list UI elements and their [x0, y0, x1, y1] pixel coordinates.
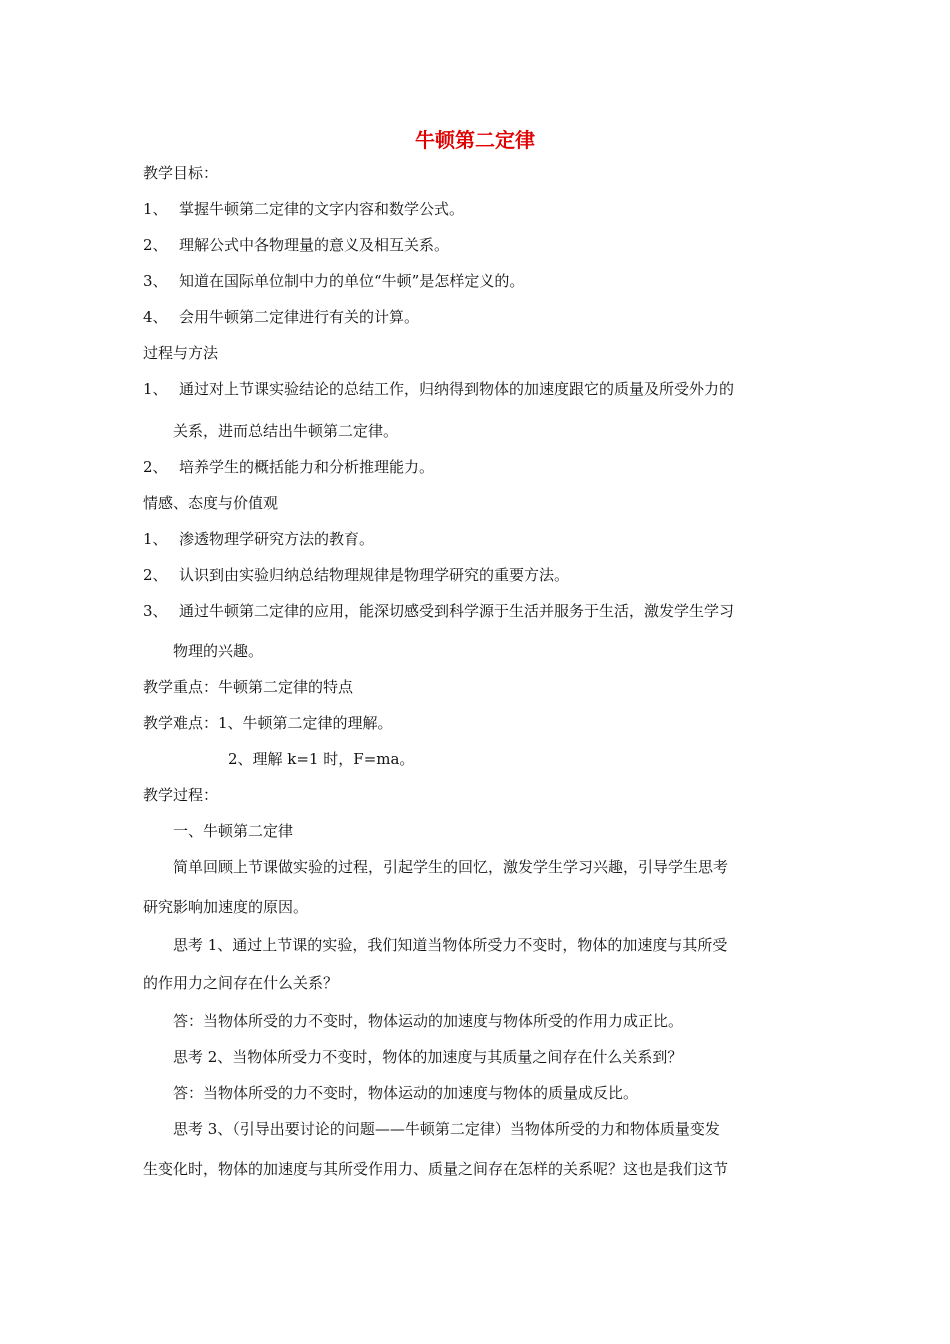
- difficulty-line-2: 2、理解 k=1 时，F=ma。: [228, 750, 415, 768]
- list-number: 2、: [143, 566, 168, 584]
- list-item-continuation: 物理的兴趣。: [173, 642, 264, 660]
- list-text: 培养学生的概括能力和分析推理能力。: [179, 458, 435, 476]
- list-text: 理解公式中各物理量的意义及相互关系。: [179, 236, 450, 254]
- list-item: [143, 379, 734, 399]
- list-number: 1、: [143, 200, 168, 218]
- subsection-heading: 一、牛顿第二定律: [173, 822, 294, 840]
- section-heading-objectives: 教学目标：: [143, 164, 219, 182]
- list-number: 4、: [143, 308, 168, 326]
- paragraph-line: 简单回顾上节课做实验的过程，引起学生的回忆，激发学生学习兴趣，引导学生思考: [173, 858, 729, 876]
- paragraph-line: 研究影响加速度的原因。: [143, 898, 309, 916]
- list-item: [143, 565, 569, 585]
- list-number: 1、: [143, 530, 168, 548]
- list-number: 3、: [143, 272, 168, 290]
- list-item: [143, 307, 419, 327]
- list-text: 掌握牛顿第二定律的文字内容和数学公式。: [179, 200, 465, 218]
- difficulty-line: 教学难点：1、牛顿第二定律的理解。: [143, 714, 393, 732]
- paragraph-line: 答：当物体所受的力不变时，物体运动的加速度与物体所受的作用力成正比。: [173, 1012, 684, 1030]
- list-number: 2、: [143, 458, 168, 476]
- list-number: 2、: [143, 236, 168, 254]
- list-number: 1、: [143, 380, 168, 398]
- list-text: 知道在国际单位制中力的单位“牛顿”是怎样定义的。: [179, 272, 525, 290]
- list-item: [143, 601, 734, 621]
- list-item: [143, 199, 464, 219]
- list-item: [143, 235, 449, 255]
- list-text: 渗透物理学研究方法的教育。: [179, 530, 375, 548]
- section-heading-process: 过程与方法: [143, 344, 219, 362]
- key-point-line: 教学重点：牛顿第二定律的特点: [143, 678, 354, 696]
- list-text: 认识到由实验归纳总结物理规律是物理学研究的重要方法。: [179, 566, 570, 584]
- list-text: 通过对上节课实验结论的总结工作，归纳得到物体的加速度跟它的质量及所受外力的: [179, 380, 735, 398]
- paragraph-line: 的作用力之间存在什么关系？: [143, 974, 339, 992]
- paragraph-line: 答：当物体所受的力不变时，物体运动的加速度与物体的质量成反比。: [173, 1084, 639, 1102]
- paragraph-line: 思考 2、当物体所受力不变时，物体的加速度与其质量之间存在什么关系到？: [173, 1048, 683, 1066]
- list-item: [143, 529, 374, 549]
- list-item: [143, 457, 434, 477]
- paragraph-line: 思考 3、（引导出要讨论的问题——牛顿第二定律）当物体所受的力和物体质量变发: [173, 1120, 720, 1138]
- list-item-continuation: 关系，进而总结出牛顿第二定律。: [173, 422, 399, 440]
- paragraph-line: 思考 1、通过上节课的实验，我们知道当物体所受力不变时，物体的加速度与其所受: [173, 936, 728, 954]
- paragraph-line: 生变化时，物体的加速度与其所受作用力、质量之间存在怎样的关系呢？这也是我们这节: [143, 1160, 729, 1178]
- list-item: [143, 271, 524, 291]
- list-number: 3、: [143, 602, 168, 620]
- list-text: 会用牛顿第二定律进行有关的计算。: [179, 308, 420, 326]
- document-title: 牛顿第二定律: [415, 128, 535, 152]
- list-text: 通过牛顿第二定律的应用，能深切感受到科学源于生活并服务于生活，激发学生学习: [179, 602, 735, 620]
- section-heading-procedure: 教学过程：: [143, 786, 219, 804]
- section-heading-values: 情感、态度与价值观: [143, 494, 279, 512]
